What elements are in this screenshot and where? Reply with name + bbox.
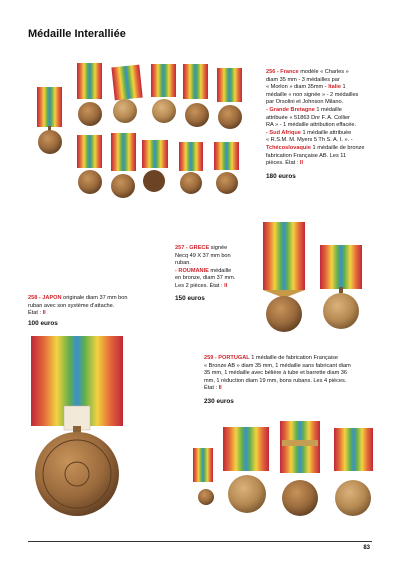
- lot-256-medals: [37, 63, 242, 198]
- lot-text-segment: modèle « Charles »: [298, 69, 349, 75]
- lot-text-segment: 256 - France: [266, 69, 299, 75]
- lot-line: [266, 92, 384, 100]
- lot-line: [175, 260, 257, 268]
- lot-text-segment: « Bronze AB » diam 35 mm, 1 médaille sans fabricant diam: [204, 362, 351, 369]
- lot-text-segment: médaille: [208, 267, 232, 274]
- lot-text-segment: - Sud Afrique: [266, 129, 301, 136]
- lot-line: [266, 153, 384, 161]
- lot-259-price: 230 euros: [204, 398, 234, 405]
- lot-line: [175, 268, 257, 276]
- lot-text-segment: Necq 49 X 37 mm bon: [175, 252, 231, 259]
- lot-text-segment: « Morlon » diam 35mm -: [266, 84, 329, 91]
- lot-text-segment: signée: [209, 245, 228, 251]
- lot-256-price: 180 euros: [266, 173, 296, 180]
- lot-text-segment: « R.S.M. M. Myers 5 Th S. A. I. ». -: [266, 137, 353, 144]
- footer-divider: [28, 541, 372, 542]
- lot-line: [175, 245, 257, 253]
- lot-text-segment: 257 - GRECE: [175, 245, 210, 251]
- lot-line: [266, 137, 384, 145]
- lot-text-segment: État :: [28, 310, 43, 317]
- lot-line: [204, 385, 384, 393]
- lot-line: [175, 275, 257, 283]
- lot-text-segment: Les 2 pièces. État :: [175, 282, 225, 289]
- lot-text-segment: pièces. État :: [266, 160, 300, 167]
- lot-line: [175, 253, 257, 261]
- lot-258-price: 100 euros: [28, 320, 58, 327]
- lot-text-segment: II: [224, 282, 228, 289]
- lot-text-segment: médaille « non signée » - 2 médailles: [266, 91, 359, 98]
- lot-line: [266, 77, 384, 85]
- lot-line: [266, 130, 384, 138]
- lot-line: [266, 122, 384, 130]
- lot-text-segment: originale diam 37 mm bon: [61, 295, 128, 301]
- lot-text-segment: II: [42, 310, 46, 317]
- lot-text-segment: 1 médaille: [314, 106, 342, 113]
- lot-line: [204, 363, 384, 371]
- lot-text-segment: 1 médaille de fabrication Française: [249, 355, 339, 361]
- lot-text-segment: 1 médaille attribuée: [300, 129, 352, 136]
- lot-text-segment: - ROUMANIE: [175, 267, 209, 274]
- lot-text-segment: II: [218, 385, 222, 392]
- lot-text-segment: ruban avec son système d'attache.: [28, 302, 115, 309]
- page-number: 83: [363, 545, 370, 551]
- lot-text-segment: 258 - JAPON: [28, 295, 62, 301]
- lot-text-segment: Italie: [328, 84, 341, 91]
- lot-text-segment: en bronze, diam 37 mm.: [175, 275, 236, 282]
- lot-line: [28, 310, 158, 318]
- lot-line: [204, 355, 384, 363]
- lot-line: [204, 378, 384, 386]
- lot-line: [266, 145, 384, 153]
- lot-text-segment: État :: [204, 385, 219, 392]
- lot-line: [266, 107, 384, 115]
- lot-line: [266, 69, 384, 77]
- lot-text-segment: 1 médaille de bronze: [310, 144, 365, 151]
- lot-259-medals: [193, 421, 373, 516]
- page-title: Médaille Interalliée: [28, 28, 126, 40]
- lot-line: [266, 99, 384, 107]
- lot-line: [28, 303, 158, 311]
- lot-text-segment: attribuée « 51863 Dnr F. A. Collier: [266, 114, 350, 121]
- lot-text-segment: II: [299, 160, 303, 167]
- lot-line: [266, 84, 384, 92]
- lot-257-description: [175, 245, 257, 291]
- lot-text-segment: mm, 1 réduction diam 19 mm, bons rubans. Les 4 pièces.: [204, 377, 347, 384]
- lot-text-segment: diam 35 mm - 3 médailles par: [266, 76, 340, 83]
- lot-line: [266, 115, 384, 123]
- lot-text-segment: Tchécoslovaquie: [266, 144, 311, 151]
- lot-257-price: 150 euros: [175, 295, 205, 302]
- lot-258-description: [28, 295, 158, 318]
- lot-258-medal: [31, 336, 123, 516]
- lot-text-segment: 1: [340, 84, 346, 91]
- lot-line: [266, 160, 384, 168]
- lot-line: [204, 370, 384, 378]
- lot-line: [28, 295, 158, 303]
- lot-text-segment: 259 - PORTUGAL: [204, 355, 250, 361]
- lot-text-segment: ruban.: [175, 260, 191, 267]
- lot-259-description: [204, 355, 384, 393]
- lot-text-segment: RA » - 1 médaille attribution effacée.: [266, 122, 357, 129]
- lot-256-description: [266, 69, 384, 168]
- lot-line: [175, 283, 257, 291]
- lot-text-segment: 35 mm, 1 médaille avec bélière à tube et barrette diam 36: [204, 370, 348, 377]
- lot-text-segment: fabrication Française AB. Les 11: [266, 152, 347, 159]
- lot-text-segment: par Orsolini et Johnson Milano.: [266, 99, 344, 106]
- lot-257-medals: [263, 222, 362, 332]
- lot-text-segment: - Grande Bretagne: [266, 106, 315, 113]
